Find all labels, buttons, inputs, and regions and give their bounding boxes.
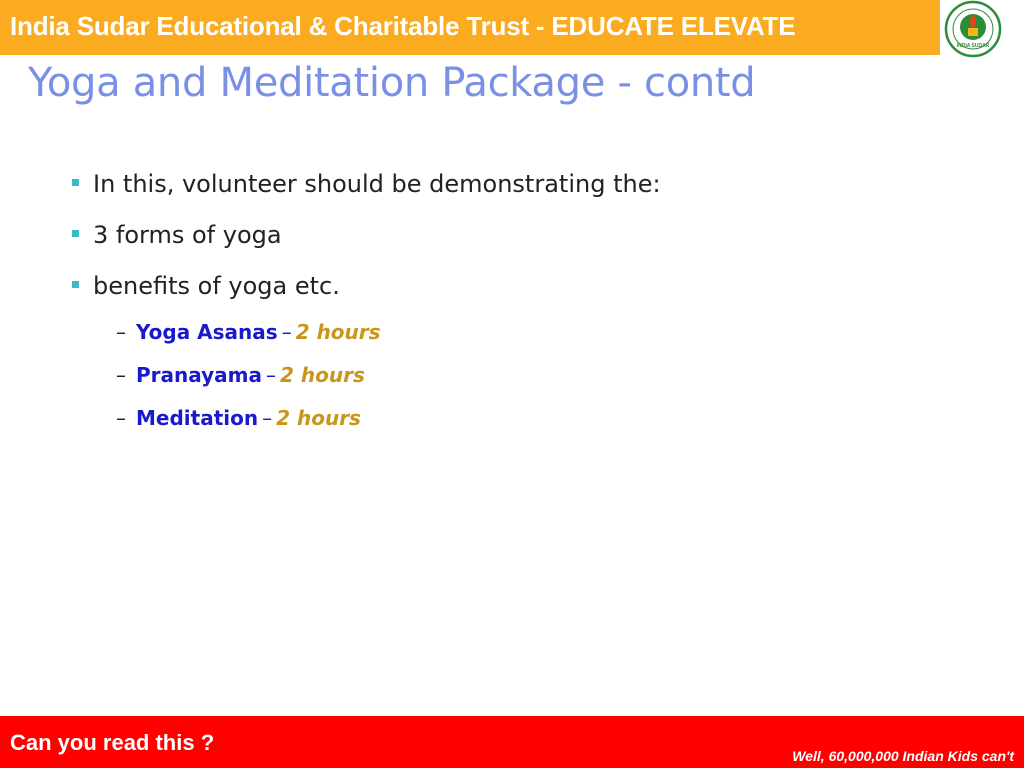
footer-bar bbox=[0, 716, 1024, 768]
header-bar bbox=[0, 0, 940, 55]
bullet-text: 3 forms of yoga bbox=[93, 221, 282, 249]
bullet-item bbox=[72, 221, 282, 249]
logo-container bbox=[940, 0, 1024, 58]
svg-text:INDIA SUDAR: INDIA SUDAR bbox=[956, 43, 990, 49]
bullet-square-icon bbox=[72, 281, 79, 288]
bullet-item bbox=[72, 170, 661, 198]
sub-item-name: Meditation bbox=[136, 406, 259, 430]
sub-item-dash: – bbox=[116, 320, 126, 344]
sub-item-hours: 2 hours bbox=[295, 320, 381, 344]
footer-question: Can you read this ? bbox=[10, 730, 215, 755]
sub-item-hours: 2 hours bbox=[276, 406, 361, 430]
sub-item-separator: – bbox=[281, 320, 292, 344]
bullet-text: In this, volunteer should be demonstrating the: bbox=[93, 170, 661, 198]
header-title: India Sudar Educational & Charitable Trust - EDUCATE ELEVATE bbox=[10, 11, 796, 41]
sub-item-name: Pranayama bbox=[136, 363, 263, 387]
bullet-square-icon bbox=[72, 179, 79, 186]
sub-item-meditation bbox=[116, 406, 361, 430]
bullet-text: benefits of yoga etc. bbox=[93, 272, 340, 300]
bullet-item bbox=[72, 272, 340, 300]
sub-item-separator: – bbox=[262, 406, 273, 430]
sub-item-separator: – bbox=[266, 363, 277, 387]
sub-item-dash: – bbox=[116, 363, 126, 387]
india-sudar-logo-icon bbox=[944, 0, 1002, 58]
bullet-square-icon bbox=[72, 230, 79, 237]
sub-item-hours: 2 hours bbox=[280, 363, 365, 387]
slide-title: Yoga and Meditation Package - contd bbox=[28, 60, 756, 106]
sub-item-pranayama bbox=[116, 363, 365, 387]
sub-item-yoga-asanas bbox=[116, 320, 381, 344]
sub-item-dash: – bbox=[116, 406, 126, 430]
footer-tagline: Well, 60,000,000 Indian Kids can't bbox=[792, 748, 1014, 764]
sub-item-name: Yoga Asanas bbox=[136, 320, 278, 344]
